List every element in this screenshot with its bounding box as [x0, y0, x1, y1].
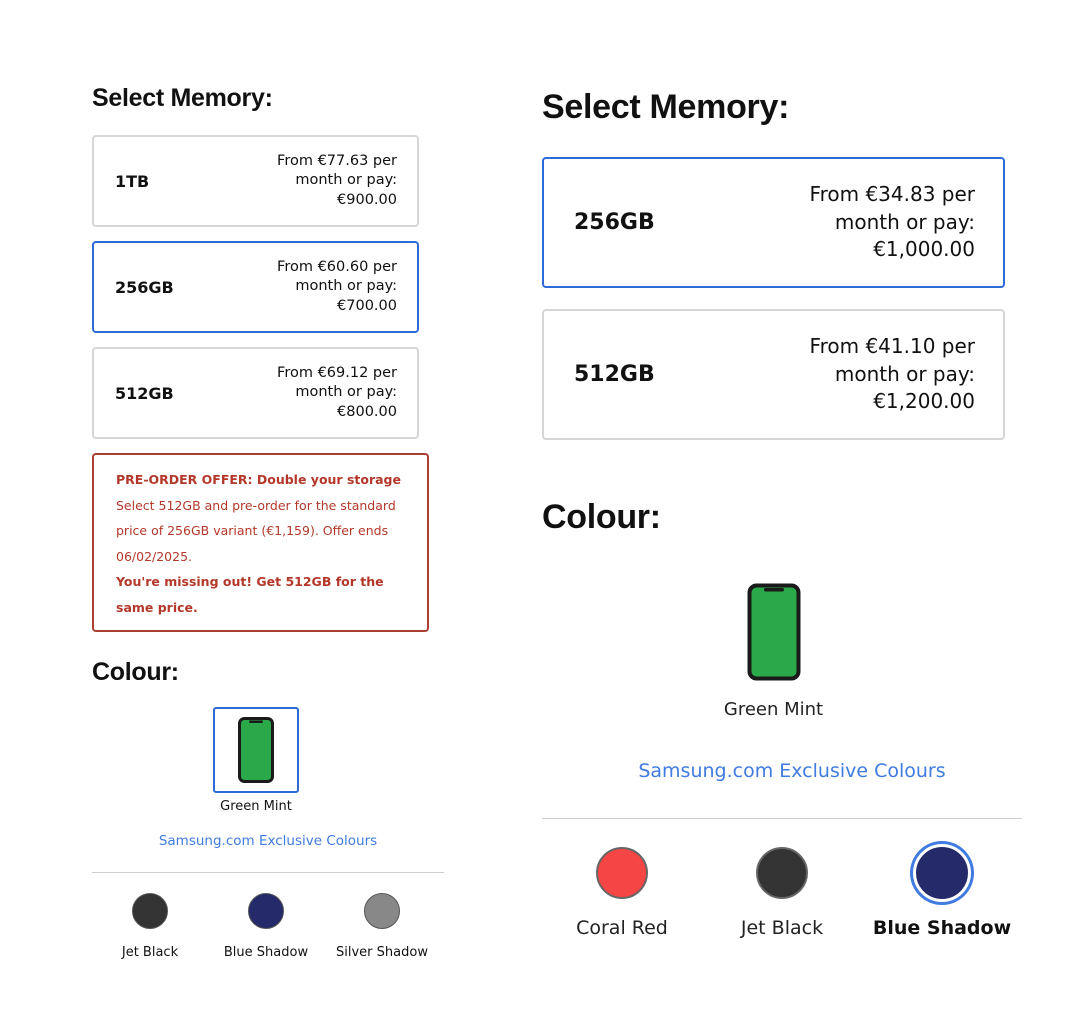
right-panel	[542, 88, 1022, 939]
offer-cta: You're missing out! Get 512GB for the same price.	[116, 574, 384, 615]
memory-section-title: Select Memory:	[542, 88, 790, 126]
memory-price: From €60.60 per month or pay: €700.00	[277, 258, 397, 314]
selected-colour-preview	[212, 707, 300, 814]
memory-option-256gb[interactable]	[92, 241, 419, 333]
swatch-dot	[248, 893, 284, 929]
exclusive-colours-label[interactable]: Samsung.com Exclusive Colours	[158, 833, 378, 849]
memory-option-1tb[interactable]	[92, 135, 419, 227]
left-panel	[92, 84, 444, 960]
preorder-offer-banner	[92, 453, 429, 632]
swatch-dot	[132, 893, 168, 929]
memory-option-512gb[interactable]	[542, 309, 1005, 440]
swatch-coral-red[interactable]	[542, 847, 702, 939]
memory-option-512gb[interactable]	[92, 347, 419, 439]
offer-heading: PRE-ORDER OFFER: Double your storage	[116, 472, 401, 487]
memory-section-title: Select Memory:	[92, 84, 273, 112]
colour-option-green-mint[interactable]	[213, 707, 299, 793]
divider	[542, 818, 1022, 819]
swatch-dot	[756, 847, 808, 899]
colour-section-title: Colour:	[542, 498, 661, 536]
phone-icon	[747, 583, 801, 681]
memory-size: 512GB	[115, 383, 174, 403]
swatch-label: Blue Shadow	[872, 917, 1012, 939]
swatch-blue-shadow[interactable]	[208, 893, 324, 960]
colour-swatches	[542, 847, 1022, 939]
swatch-jet-black[interactable]	[702, 847, 862, 939]
colour-swatches	[92, 893, 444, 960]
divider	[92, 872, 444, 873]
swatch-dot	[913, 844, 971, 902]
phone-icon	[238, 717, 274, 783]
memory-size: 256GB	[574, 210, 655, 235]
memory-price: From €34.83 per month or pay: €1,000.00	[809, 182, 975, 262]
swatch-label: Jet Black	[121, 945, 179, 960]
memory-size: 256GB	[115, 277, 174, 297]
memory-size: 512GB	[574, 362, 655, 387]
memory-options	[542, 157, 1022, 440]
memory-option-256gb[interactable]	[542, 157, 1005, 288]
selected-colour-preview	[542, 583, 1005, 720]
memory-size: 1TB	[115, 171, 150, 191]
colour-section-title: Colour:	[92, 658, 179, 686]
swatch-blue-shadow[interactable]	[862, 847, 1022, 939]
swatch-label: Blue Shadow	[223, 945, 309, 960]
memory-options	[92, 135, 444, 439]
memory-price: From €69.12 per month or pay: €800.00	[277, 364, 397, 420]
selected-colour-name: Green Mint	[723, 699, 824, 720]
swatch-label: Jet Black	[740, 917, 824, 939]
swatch-silver-shadow[interactable]	[324, 893, 440, 960]
memory-price: From €41.10 per month or pay: €1,200.00	[809, 334, 975, 414]
swatch-jet-black[interactable]	[92, 893, 208, 960]
swatch-label: Coral Red	[576, 917, 668, 939]
offer-body: Select 512GB and pre-order for the standard price of 256GB variant (€1,159). Offer ends 06/02/2025.	[116, 497, 396, 564]
swatch-label: Silver Shadow	[336, 945, 428, 960]
memory-price: From €77.63 per month or pay: €900.00	[277, 152, 397, 208]
swatch-dot	[364, 893, 400, 929]
selected-colour-name: Green Mint	[220, 799, 292, 814]
swatch-dot	[596, 847, 648, 899]
exclusive-colours-label[interactable]: Samsung.com Exclusive Colours	[638, 760, 946, 782]
